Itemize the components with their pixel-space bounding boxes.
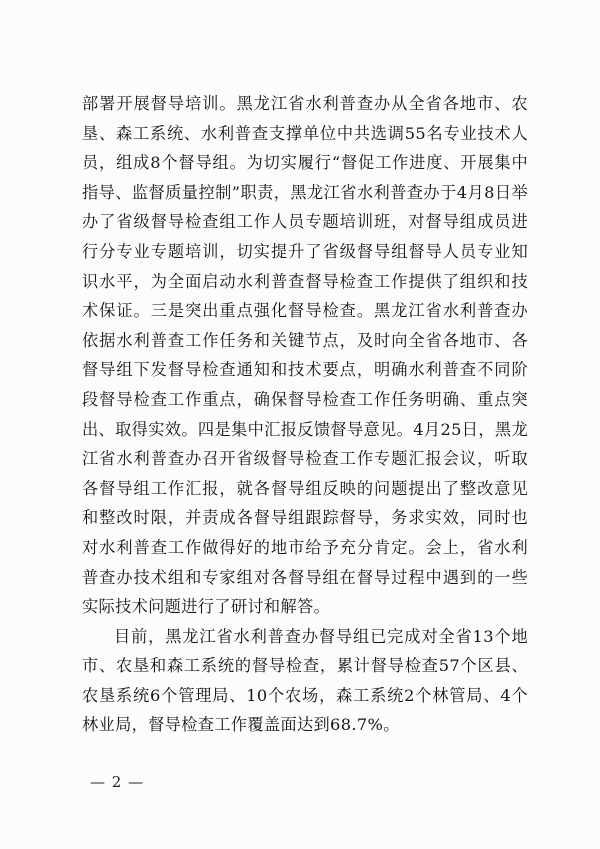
paragraph-1: 部署开展督导培训。黑龙江省水利普查办从全省各地市、农垦、森工系统、水利普查支撑单位中共选调55名专业技术人员，组成8个督导组。为切实履行“督促工作进度、开展集中指导、监督质量控制”职责，黑龙江省水利普查办于4月8日举办了省级督导检查组工作人员专题培训班，对督导组成员进行分专业专题培训，切实提升了省级督导组督导人员专业知识水平，为全面启动水利普查督导检查工作提供了组织和技术保证。三是突出重点强化督导检查。黑龙江省水利普查办依据水利普查工作任务和关键节点，及时向全省各地市、各督导组下发督导检查通知和技术要点，明确水利普查不同阶段督导检查工作重点，确保督导检查工作任务明确、重点突出、取得实效。四是集中汇报反馈督导意见。4月25日，黑龙江省水利普查办召开省级督导检查工作专题汇报会议，听取各督导组工作汇报，就各督导组反映的问题提出了整改意见和整改时限，并责成各督导组跟踪督导，务求实效，同时也对水利普查工作做得好的地市给予充分肯定。会上，省水利普查办技术组和专家组对各督导组在督导过程中遇到的一些实际技术问题进行了研讨和解答。 [82, 94, 528, 617]
body-text [82, 89, 528, 740]
page-number: — 2 — [90, 773, 145, 791]
paragraph-2: 目前，黑龙江省水利普查办督导组已完成对全省13个地市、农垦和森工系统的督导检查，累计督导检查57个区县、农垦系统6个管理局、10个农场，森工系统2个林管局、4个林业局，督导检查工作覆盖面达到68.7%。 [82, 626, 528, 735]
